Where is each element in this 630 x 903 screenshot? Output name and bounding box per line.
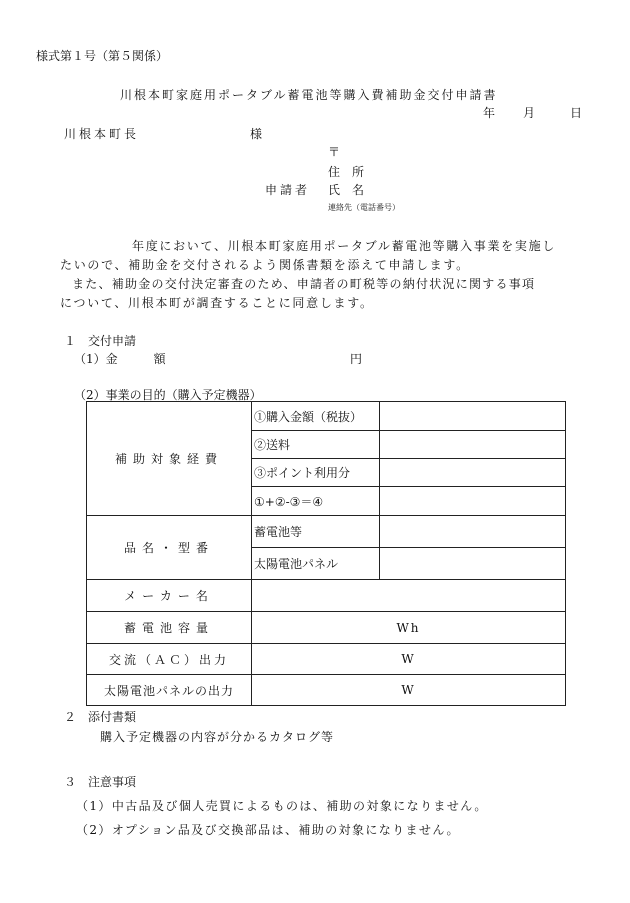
amount-unit: 円 (350, 352, 363, 366)
product-item-solar: 太陽電池パネル (252, 548, 380, 580)
subsidy-table (86, 401, 566, 706)
cost-points-field[interactable] (380, 459, 566, 487)
section1-heading: １ 交付申請 (64, 334, 137, 348)
body-para1-line1: 年度において、川根本町家庭用ポータブル蓄電池等購入事業を実施し (132, 239, 556, 253)
maker-label: メーカー名 (87, 580, 252, 612)
product-solar-field[interactable] (380, 548, 566, 580)
cost-item-purchase: ①購入金額（税抜） (252, 402, 380, 431)
form-number: 様式第１号（第５関係） (36, 49, 169, 63)
attachment-text: 購入予定機器の内容が分かるカタログ等 (100, 730, 335, 744)
solar-output-unit[interactable]: W (252, 675, 566, 706)
section3-heading: ３ 注意事項 (64, 775, 137, 789)
note-1: （1）中古品及び個人売買によるものは、補助の対象になりません。 (76, 799, 488, 813)
cost-label: 補助対象経費 (87, 402, 252, 516)
date-month-label: 月 (523, 106, 536, 120)
cost-shipping-field[interactable] (380, 431, 566, 459)
cost-item-points: ③ポイント利用分 (252, 459, 380, 487)
addressee: 川根本町長 (64, 127, 140, 141)
capacity-unit[interactable]: Wh (252, 612, 566, 644)
cost-item-shipping: ②送料 (252, 431, 380, 459)
body-para2-line2: について、川根本町が調査することに同意します。 (60, 296, 374, 310)
amount-label: （1）金 額 (74, 352, 166, 366)
note-2: （2）オプション品及び交換部品は、補助の対象になりません。 (76, 823, 460, 837)
purpose-label: （2）事業の目的（購入予定機器） (74, 388, 262, 402)
contact-label: 連絡先（電話番号） (328, 203, 400, 212)
cost-purchase-field[interactable] (380, 402, 566, 431)
ac-output-label: 交流（ＡＣ）出力 (87, 644, 252, 675)
cost-item-total: ①+②-③＝④ (252, 487, 380, 516)
maker-field[interactable] (252, 580, 566, 612)
date-day-label: 日 (570, 106, 583, 120)
capacity-label: 蓄電池容量 (87, 612, 252, 644)
product-battery-field[interactable] (380, 516, 566, 548)
ac-output-unit[interactable]: W (252, 644, 566, 675)
body-para1-line2: たいので、補助金を交付されるよう関係書類を添えて申請します。 (60, 258, 470, 272)
name-label: 氏 名 (328, 183, 365, 197)
honorific: 様 (250, 127, 263, 141)
date-year-label: 年 (483, 106, 496, 120)
product-item-battery: 蓄電池等 (252, 516, 380, 548)
solar-output-label: 太陽電池パネルの出力 (87, 675, 252, 706)
applicant-label: 申請者 (265, 183, 311, 197)
postal-mark: 〒 (328, 145, 341, 159)
product-label: 品名・型番 (87, 516, 252, 580)
address-label: 住 所 (328, 165, 365, 179)
body-para2-line1: また、補助金の交付決定審査のため、申請者の町税等の納付状況に関する事項 (72, 277, 536, 291)
page-title: 川根本町家庭用ポータブル蓄電池等購入費補助金交付申請書 (120, 88, 498, 102)
cost-total-field[interactable] (380, 487, 566, 516)
section2-heading: ２ 添付書類 (64, 710, 137, 724)
